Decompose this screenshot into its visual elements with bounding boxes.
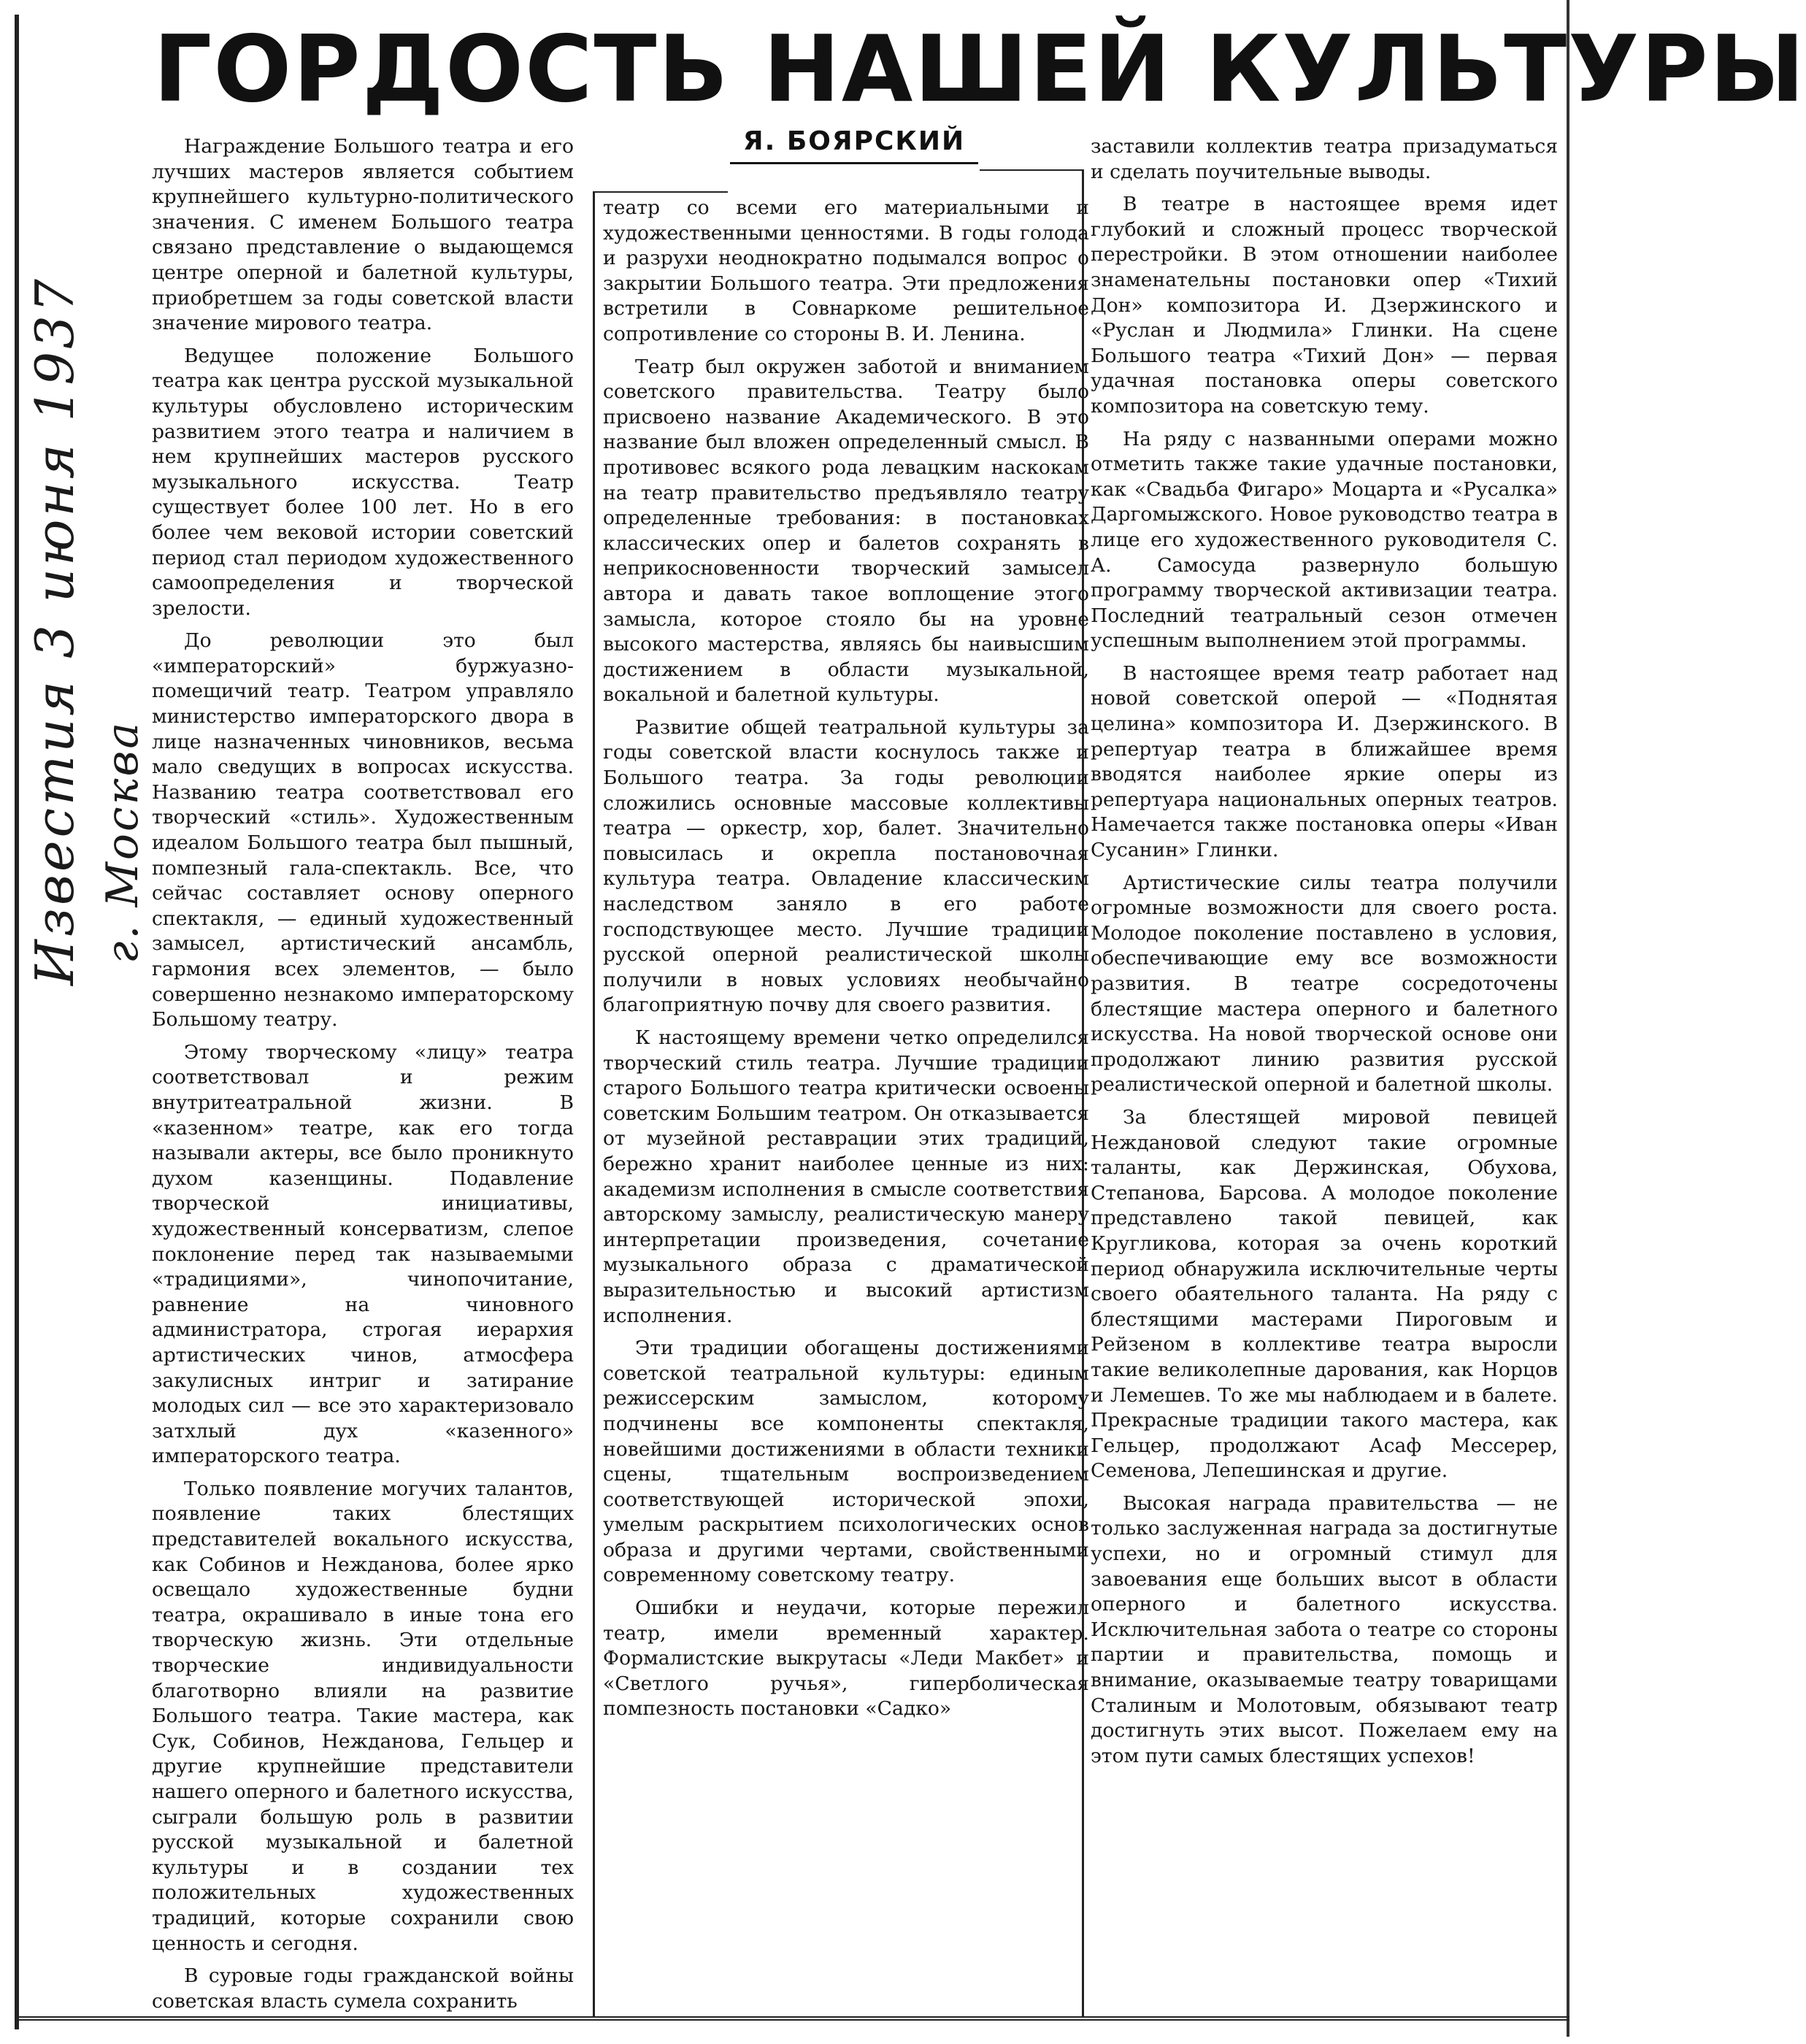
paragraph: Эти традиции обогащены достижениями советской театральной культуры: единым режиссерским замыслом, которому подчинены все компоненты спектакля, новейшими достижениями в области техники сцены, тщательным воспроизведением соответствующей исторической эпохи, умелым раскрытием психологических основ образа и другими чертами, свойственными современному советскому театру. — [603, 1337, 1089, 1587]
column-separator-1-top — [593, 191, 728, 193]
paragraph: В настоящее время театр работает над новой советской оперой — «Поднятая целина» композитора И. Дзержинского. В репертуар театра в ближайшее время вводятся наиболее яркие оперы из репертуара национальных оперных театров. Намечается также постановка оперы «Иван Сусанин» Глинки. — [1091, 661, 1558, 862]
paragraph: В суровые годы гражданской войны советская власть сумела сохранить — [152, 1964, 574, 2013]
column-separator-2-top — [980, 169, 1082, 171]
paragraph: Театр был окружен заботой и вниманием советского правительства. Театру было присвоено название Академического. В это название был вложен определенный смысл. В противовес всякого рода левацким наскокам на театр правительство предъявляло театру определенные требования: в постановках классических опер и балетов сохранять в неприкосновенности творческий замысел автора и давать такое воплощение этого замысла, которое стояло бы на уровне высокого мастерства, являясь бы наивысшим достижением в области музыкальной, вокальной и балетной культуры. — [603, 355, 1089, 707]
paragraph: Только появление могучих талантов, появление таких блестящих представителей вокального искусства, как Собинов и Нежданова, более ярко освещало художественные будни театра, окрашивало в иные тона его творческую жизнь. Эти отдельные творческие индивидуальности благотворно влияли на развитие Большого театра. Такие мастера, как Сук, Собинов, Нежданова, Гельцер и другие крупнейшие представители нашего оперного и балетного искусства, сыграли большую роль в развитии русской музыкальной и балетной культуры и в создании тех положительных художественных традиций, которые сохранили свою ценность и сегодня. — [152, 1477, 574, 1955]
right-border-rule — [1567, 0, 1569, 2037]
column-separator-1 — [593, 191, 595, 2016]
paragraph: К настоящему времени четко определился творческий стиль театра. Лучшие традиции старого Большого театра критически освоены советским Большим театром. Он отказывается от музейной реставрации этих традиций, бережно хранит наиболее ценные из них: академизм исполнения в смысле соответствия авторскому замыслу, реалистическую манеру интерпретации произведения, сочетание музыкального образа с драматической выразительностью и высокий артистизм исполнения. — [603, 1026, 1089, 1327]
article-column-1 — [152, 134, 574, 2015]
paragraph: До революции это был «императорский» буржуазно-помещичий театр. Театром управляло министерство императорского двора в лице назначенных чиновников, весьма мало сведущих в вопросах искусства. Названию театра соответствовал его творческий «стиль». Художественным идеалом Большого театра был пышный, помпезный гала-спектакль. Все, что сейчас составляет основу оперного спектакля, — единый художественный замысел, артистический ансамбль, гармония всех элементов, — было совершенно незнакомо императорскому Большому театру. — [152, 629, 574, 1031]
paragraph: Развитие общей театральной культуры за годы советской власти коснулось также и Большого театра. За годы революции сложились основные массовые коллективы театра — оркестр, хор, балет. Значительно повысилась и окрепла постановочная культура театра. Овладение классическим наследством заняло в его работе господствующее место. Лучшие традиции русской оперной реалистической школы получили в новых условиях необычайно благоприятную почву для своего развития. — [603, 715, 1089, 1017]
article-column-2 — [603, 196, 1089, 2015]
paragraph: Ведущее положение Большого театра как центра русской музыкальной культуры обусловлено историческим развитием этого театра и наличием в нем крупнейших мастеров русского музыкального искусства. Театр существует более 100 лет. Но в его более чем вековой истории советский период стал периодом художественного самоопределения и творческой зрелости. — [152, 344, 574, 620]
paragraph: Ошибки и неудачи, которые пережил театр, имели временный характер. Формалистские выкрутасы «Леди Макбет» и «Светлого ручья», гиперболическая помпезность постановки «Садко» — [603, 1597, 1089, 1721]
paragraph: В театре в настоящее время идет глубокий и сложный процесс творческой перестройки. В этом отношении наиболее знаменательны постановки опер «Тихий Дон» композитора И. Дзержинского и «Руслан и Людмила» Глинки. На сцене Большого театра «Тихий Дон» — первая удачная постановка оперы советского композитора на советскую тему. — [1091, 193, 1558, 418]
paragraph: Этому творческому «лицу» театра соответствовал и режим внутритеатральной жизни. В «казенном» театре, как его тогда называли актеры, все было проникнуто духом казенщины. Подавление творческой инициативы, художественный консерватизм, слепое поклонение перед так называемыми «традициями», чинопочитание, равнение на чиновного администратора, строгая иерархия артистических чинов, атмосфера закулисных интриг и затирание молодых сил — все это характеризовало затхлый дух «казенного» императорского театра. — [152, 1040, 574, 1468]
paragraph: заставили коллектив театра призадуматься и сделать поучительные выводы. — [1091, 135, 1558, 183]
bottom-border-rule — [15, 2016, 1569, 2021]
paragraph: театр со всеми его материальными и художественными ценностями. В годы голода и разрухи неоднократно подымался вопрос о закрытии Большого театра. Эти предложения встретили в Совнаркоме решительное сопротивление со стороны В. И. Ленина. — [603, 196, 1089, 345]
byline-underline — [730, 162, 978, 164]
margin-note-line1: Известия 3 июня 1937 — [24, 276, 85, 986]
headline: ГОРДОСТЬ НАШЕЙ КУЛЬТУРЫ — [153, 15, 1806, 123]
paragraph: Высокая награда правительства — не только заслуженная награда за достигнутые успехи, но и огромный стимул для завоевания еще больших высот в области оперного и балетного искусства. Исключительная забота о театре со стороны партии и правительства, помощь и внимание, оказываемые театру товарищами Сталиным и Молотовым, обязывают театр достигнуть этих высот. Пожелаем ему на этом пути самых блестящих успехов! — [1091, 1491, 1558, 1767]
paragraph: Артистические силы театра получили огромные возможности для своего роста. Молодое поколение поставлено в условия, обеспечивающие ему все возможности развития. В театре сосредоточены блестящие мастера оперного и балетного искусства. На новой творческой основе они продолжают линию развития русской реалистической оперной и балетной школы. — [1091, 871, 1558, 1096]
paragraph: За блестящей мировой певицей Неждановой следуют такие огромные таланты, как Держинская, Обухова, Степанова, Барсова. А молодое поколение представлено такой певицей, как Кругликова, которая за очень короткий период обнаружила исключительные черты своего обаятельного таланта. На ряду с блестящими мастерами Пироговым и Рейзеном в коллективе театра выросли такие великолепные дарования, как Норцов и Лемешев. То же мы наблюдаем и в балете. Прекрасные традиции такого мастера, как Гельцер, продолжают Асаф Мессерер, Семенова, Лепешинская и другие. — [1091, 1105, 1558, 1483]
margin-note-line2: г. Москва — [97, 720, 148, 964]
byline: Я. БОЯРСКИЙ — [742, 126, 966, 156]
paragraph: Награждение Большого театра и его лучших мастеров является событием крупнейшего культурно-политического значения. С именем Большого театра связано представление о выдающемся центре оперной и балетной культуры, приобретшем за годы советской власти значение мирового театра. — [152, 135, 574, 335]
handwritten-margin-note — [13, 175, 152, 993]
article-column-3 — [1091, 134, 1558, 2015]
paragraph: На ряду с названными операми можно отметить также такие удачные постановки, как «Свадьба Фигаро» Моцарта и «Русалка» Даргомыжского. Новое руководство театра в лице его художественного руководителя С. А. Самосуда развернуло большую программу творческой активизации театра. Последний театральный сезон отмечен успешным выполнением этой программы. — [1091, 427, 1558, 653]
